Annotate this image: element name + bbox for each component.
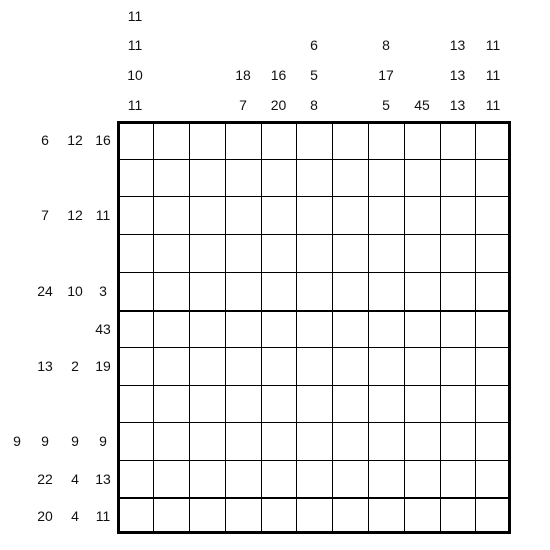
- grid-cell[interactable]: [190, 498, 224, 533]
- grid-cell[interactable]: [369, 348, 403, 384]
- grid-cell[interactable]: [369, 311, 403, 346]
- grid-cell[interactable]: [476, 311, 510, 346]
- grid-cell[interactable]: [405, 122, 439, 158]
- grid-cell[interactable]: [226, 122, 260, 158]
- grid-cell[interactable]: [262, 311, 295, 346]
- grid-cell[interactable]: [226, 311, 260, 346]
- grid-cell[interactable]: [118, 386, 152, 421]
- grid-cell[interactable]: [369, 423, 403, 459]
- grid-cell[interactable]: [441, 348, 474, 384]
- column-clue: 45: [414, 97, 430, 113]
- grid-cell[interactable]: [405, 386, 439, 421]
- grid-cell[interactable]: [226, 235, 260, 271]
- grid-cell[interactable]: [297, 423, 331, 459]
- grid-cell[interactable]: [262, 386, 295, 421]
- column-clue: 13: [449, 97, 466, 113]
- grid-cell[interactable]: [369, 122, 403, 158]
- column-clue: 18: [235, 67, 251, 83]
- grid-cell[interactable]: [333, 122, 367, 158]
- grid-cell[interactable]: [226, 386, 260, 421]
- grid-cell[interactable]: [333, 386, 367, 421]
- grid-cell[interactable]: [297, 386, 331, 421]
- grid-cell[interactable]: [118, 498, 152, 533]
- grid-cell[interactable]: [154, 160, 188, 195]
- grid-cell[interactable]: [333, 311, 367, 346]
- grid-cell[interactable]: [297, 197, 331, 233]
- grid-cell[interactable]: [190, 235, 224, 271]
- grid-cell[interactable]: [333, 273, 367, 309]
- grid-cell[interactable]: [476, 273, 510, 309]
- column-clue: 7: [239, 97, 247, 113]
- row-clue: 6: [41, 132, 49, 148]
- grid-cell[interactable]: [262, 160, 295, 195]
- grid-cell[interactable]: [441, 197, 474, 233]
- grid-cell[interactable]: [405, 498, 439, 533]
- grid-cell[interactable]: [154, 498, 188, 533]
- grid-cell[interactable]: [405, 423, 439, 459]
- grid-cell[interactable]: [476, 197, 510, 233]
- grid-cell[interactable]: [369, 197, 403, 233]
- grid-cell[interactable]: [476, 498, 510, 533]
- grid-cell[interactable]: [476, 235, 510, 271]
- grid-cell[interactable]: [154, 122, 188, 158]
- grid-cell[interactable]: [297, 160, 331, 195]
- grid-cell[interactable]: [118, 197, 152, 233]
- grid-cell[interactable]: [333, 423, 367, 459]
- column-clue: 16: [270, 67, 287, 83]
- grid-cell[interactable]: [441, 423, 474, 459]
- grid-cell[interactable]: [262, 273, 295, 309]
- grid-cell[interactable]: [333, 348, 367, 384]
- row-clue: 12: [67, 132, 83, 148]
- grid-cell[interactable]: [190, 386, 224, 421]
- grid-cell[interactable]: [405, 348, 439, 384]
- grid-cell[interactable]: [441, 386, 474, 421]
- grid-cell[interactable]: [297, 461, 331, 496]
- row-clue: 9: [99, 433, 107, 449]
- grid-cell[interactable]: [154, 311, 188, 346]
- column-clue: 11: [127, 37, 143, 53]
- grid-cell[interactable]: [118, 160, 152, 195]
- column-clue: 8: [310, 97, 318, 113]
- grid-cell[interactable]: [333, 160, 367, 195]
- grid-cell[interactable]: [441, 498, 474, 533]
- grid-cell[interactable]: [333, 235, 367, 271]
- column-clue: 20: [270, 97, 287, 113]
- grid-cell[interactable]: [118, 348, 152, 384]
- grid-cell[interactable]: [441, 235, 474, 271]
- column-clue: 11: [127, 97, 143, 113]
- row-clue: 11: [95, 207, 111, 223]
- grid-cell[interactable]: [226, 273, 260, 309]
- grid-cell[interactable]: [405, 160, 439, 195]
- grid-cell[interactable]: [118, 311, 152, 346]
- column-clue: 10: [127, 67, 143, 83]
- column-clue: 11: [127, 8, 143, 24]
- row-clue: 16: [95, 132, 111, 148]
- row-clue: 10: [67, 283, 83, 299]
- row-clue: 2: [71, 358, 79, 374]
- grid-cell[interactable]: [226, 348, 260, 384]
- grid-cell[interactable]: [476, 160, 510, 195]
- grid-cell[interactable]: [405, 197, 439, 233]
- column-clue: 11: [485, 67, 501, 83]
- grid-cell[interactable]: [262, 348, 295, 384]
- grid-cell[interactable]: [226, 197, 260, 233]
- column-clue: 11: [485, 97, 501, 113]
- row-clue: 7: [41, 207, 49, 223]
- row-clue: 22: [37, 470, 53, 487]
- grid-cell[interactable]: [262, 423, 295, 459]
- grid-cell[interactable]: [118, 235, 152, 271]
- grid-cell[interactable]: [262, 122, 295, 158]
- grid-cell[interactable]: [476, 461, 510, 496]
- grid-cell[interactable]: [476, 386, 510, 421]
- grid-cell[interactable]: [441, 122, 474, 158]
- grid-cell[interactable]: [369, 498, 403, 533]
- grid-cell[interactable]: [369, 235, 403, 271]
- grid-cell[interactable]: [441, 311, 474, 346]
- grid-cell[interactable]: [441, 461, 474, 496]
- grid-cell[interactable]: [369, 273, 403, 309]
- grid-cell[interactable]: [226, 498, 260, 533]
- grid-cell[interactable]: [297, 273, 331, 309]
- row-clue: 11: [95, 507, 111, 524]
- grid-cell[interactable]: [333, 461, 367, 496]
- row-clue: 4: [71, 507, 79, 524]
- grid-cell[interactable]: [405, 273, 439, 309]
- row-clue: 19: [95, 358, 111, 374]
- puzzle-grid: [117, 121, 511, 534]
- row-clue: 12: [67, 207, 83, 223]
- grid-cell[interactable]: [441, 160, 474, 195]
- grid-cell[interactable]: [297, 348, 331, 384]
- grid-cell[interactable]: [405, 235, 439, 271]
- grid-cell[interactable]: [297, 498, 331, 533]
- grid-cell[interactable]: [154, 423, 188, 459]
- grid-cell[interactable]: [262, 461, 295, 496]
- grid-cell[interactable]: [476, 423, 510, 459]
- grid-cell[interactable]: [405, 461, 439, 496]
- grid-cell[interactable]: [476, 122, 510, 158]
- row-clue: 13: [95, 470, 111, 487]
- row-clue: 9: [71, 433, 79, 449]
- grid-cell[interactable]: [297, 311, 331, 346]
- grid-cell[interactable]: [369, 386, 403, 421]
- grid-cell[interactable]: [297, 235, 331, 271]
- grid-cell[interactable]: [154, 348, 188, 384]
- grid-cell[interactable]: [154, 273, 188, 309]
- grid-cell[interactable]: [405, 311, 439, 346]
- grid-cell[interactable]: [118, 461, 152, 496]
- grid-cell[interactable]: [333, 197, 367, 233]
- grid-cell[interactable]: [190, 311, 224, 346]
- grid-cell[interactable]: [154, 386, 188, 421]
- grid-cell[interactable]: [190, 423, 224, 459]
- grid-cell[interactable]: [118, 122, 152, 158]
- row-clue: 9: [41, 433, 49, 449]
- row-clue: 3: [99, 283, 107, 299]
- column-clue: 6: [310, 37, 318, 53]
- grid-cell[interactable]: [190, 197, 224, 233]
- column-clue: 17: [378, 67, 394, 83]
- grid-cell[interactable]: [262, 235, 295, 271]
- grid-cell[interactable]: [262, 197, 295, 233]
- grid-cell[interactable]: [190, 122, 224, 158]
- grid-cell[interactable]: [226, 423, 260, 459]
- column-clue: 13: [449, 67, 466, 83]
- column-clue: 11: [485, 37, 501, 53]
- row-clue: 43: [95, 320, 111, 337]
- grid-cell[interactable]: [262, 498, 295, 533]
- row-clue: 20: [37, 507, 53, 524]
- grid-cell[interactable]: [118, 273, 152, 309]
- grid-cell[interactable]: [154, 461, 188, 496]
- grid-cell[interactable]: [297, 122, 331, 158]
- grid-cell[interactable]: [226, 461, 260, 496]
- row-clue: 9: [13, 433, 21, 449]
- grid-cell[interactable]: [154, 235, 188, 271]
- column-clue: 5: [310, 67, 318, 83]
- grid-cell[interactable]: [118, 423, 152, 459]
- row-clue: 24: [37, 283, 53, 299]
- grid-cell[interactable]: [190, 461, 224, 496]
- column-clue: 5: [382, 97, 390, 113]
- grid-cell[interactable]: [226, 160, 260, 195]
- grid-cell[interactable]: [369, 160, 403, 195]
- row-clue: 4: [71, 470, 79, 487]
- column-clue: 13: [449, 37, 466, 53]
- grid-cell[interactable]: [333, 498, 367, 533]
- grid-cell[interactable]: [476, 348, 510, 384]
- grid-cell[interactable]: [190, 160, 224, 195]
- grid-cell[interactable]: [190, 273, 224, 309]
- grid-cell[interactable]: [441, 273, 474, 309]
- grid-cell[interactable]: [369, 461, 403, 496]
- row-clue: 13: [37, 358, 53, 374]
- grid-cell[interactable]: [190, 348, 224, 384]
- column-clue: 8: [382, 37, 390, 53]
- grid-cell[interactable]: [154, 197, 188, 233]
